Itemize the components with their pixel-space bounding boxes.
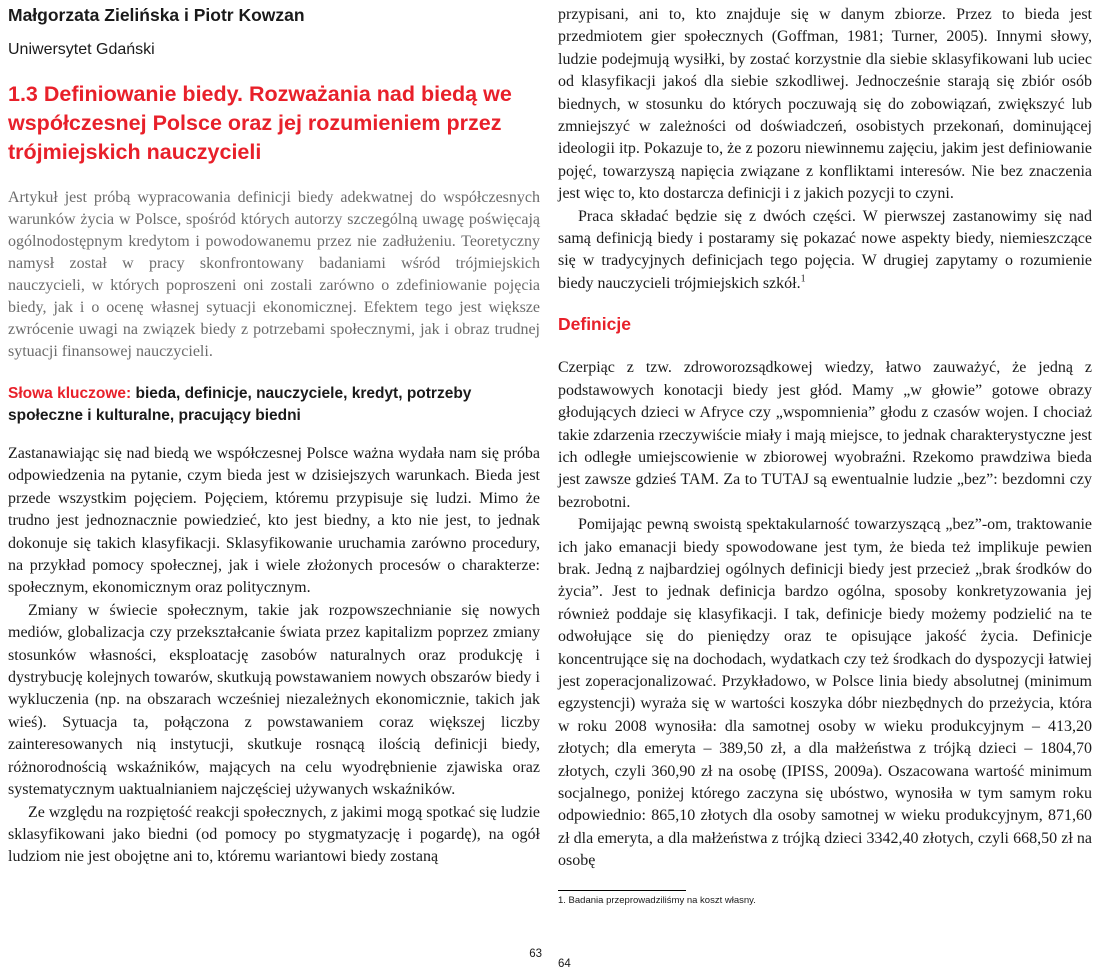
footnote-reference[interactable]: 1 xyxy=(800,273,806,285)
right-page xyxy=(550,0,1100,976)
footnote: 1. Badania przeprowadziliśmy na koszt własny. xyxy=(558,895,756,906)
keywords xyxy=(8,383,540,427)
body-paragraph-2: Zmiany w świecie społecznym, takie jak rozpowszechnianie się nowych mediów, globalizacja czy przekształcanie świata przez kapitalizm poprzez zmiany stosunków własności, eksploatację zasobów naturalnych oraz produkcję i dystrybucję kolejnych towarów, skutkują powstawaniem nowych obszarów biedy i wykluczenia (np. na obszarach wcześniej niezależnych ekonomicznie, takich jak wieś). Sytuacja ta, połączona z powstawaniem coraz większej liczby zainteresowanych nią instytucji, skutkuje rosnącą ilością definicji biedy, różnorodnością wskaźników, mających na celu wyodrębnienie zjawiska oraz systematycznym uaktualnianiem najczęściej używanych wskaźników. xyxy=(8,601,540,799)
section-heading-definicje: Definicje xyxy=(558,314,631,335)
body-paragraph-6: Czerpiąc z tzw. zdroworozsądkowej wiedzy, łatwo zauważyć, że jedną z podstawowych konotacji biedy jest głód. Mamy „w głowie” gotowe obrazy głodujących dzieci w Afryce czy „wspomnienia” głodu z czasów wojen. I chociaż takie zdarzenia rzeczywiście miały i mają miejsce, to jednak charakterystyczne jest ich odległe umiejscowienie w zbiorowej wyobraźni. Rzekomo prawdziwa bieda jest zawsze gdzieś TAM. Za to TUTAJ są ewentualnie ludzie „bez”: bezdomni czy bezrobotni. xyxy=(558,359,1092,511)
affiliation: Uniwersytet Gdański xyxy=(8,41,155,58)
page-number: 64 xyxy=(558,958,571,970)
footnote-divider xyxy=(558,890,686,891)
chapter-title: 1.3 Definiowanie biedy. Rozważania nad biedą we współczesnej Polsce oraz jej rozumieniem przez trójmiejskich nauczycieli xyxy=(8,82,512,164)
body-paragraph-4: przypisani, ani to, kto znajduje się w danym zbiorze. Przez to bieda jest przedmiotem gier społecznych (Goffman, 1981; Turner, 2005). Innymi słowy, ludzie podejmują wysiłki, by zostać korzystnie dla siebie sklasyfikowani lub uciec od klasyfikacji jakoś dla siebie szkodliwej. Jednocześnie starają się zbiór osób biednych, w stosunku do których poczuwają się do zobowiązań, zwiększyć lub zmniejszyć w zależności od doświadczeń, osobistych przekonań, dominującej ideologii itp. Pokazuje to, że z pozoru niewinnemu zajęciu, jakim jest definiowanie pojęć, towarzyszą napięcia związane z konfliktami interesów. Nie bez znaczenia jest więc to, kto dostarcza definicji i z jakich pozycji to czyni. xyxy=(558,6,1092,203)
body-paragraph-5 xyxy=(558,206,1092,296)
page-number: 63 xyxy=(529,948,542,960)
keywords-label: Słowa kluczowe: xyxy=(8,385,132,402)
abstract: Artykuł jest próbą wypracowania definicji biedy adekwatnej do współczesnych warunków życia w Polsce, spośród których autorzy szczególną uwagę poświęcają ogólnodostępnym kredytom i powodowanemu przez nie zadłużeniu. Teoretyczny namysł został w pracy skonfrontowany badaniami wśród trójmiejskich nauczycieli, w których poproszeni oni zostali zarówno o zdefiniowanie pojęcia biedy, jak i o ocenę własnej sytuacji ekonomicznej. Efektem tego jest większe zwrócenie uwagi na związek biedy z potrzebami społecznymi, jak i obraz trudnej sytuacji finansowej nauczycieli. xyxy=(8,189,540,360)
body-paragraph-7: Pomijając pewną swoistą spektakularność towarzyszącą „bez”-om, traktowanie ich jako emanacji biedy spowodowane jest tym, że bieda też implikuje pewien brak. Jedną z najbardziej ogólnych definicji biedy jest przecież „brak środków do życia”. Jest to jednak definicja bardzo ogólna, sposoby konkretyzowania jej również poddaje się klasyfikacji. I tak, definicje biedy możemy podzielić na te odwołujące się do pieniędzy oraz te opisujące jakość życia. Definicje koncentrujące się na dochodach, wydatkach czy też środkach do dyspozycji łatwiej jest zoperacjonalizować. Przykładowo, w Polsce linia biedy absolutnej (minimum egzystencji) wyraża się w wartości koszyka dóbr niezbędnych do przeżycia, która w roku 2008 wynosiła: dla samotnej osoby w wieku produkcyjnym – 413,20 złotych; dla emeryta – 389,50 zł, a dla małżeństwa z trójką dzieci – 1804,70 złotych, czyli 360,90 zł na osobę (IPISS, 2009a). Oszacowana wartość minimum socjalnego, poniżej którego zaczyna się ubóstwo, wynosiła w tym samym roku odpowiednio: 865,10 złotych dla osoby samotnej w wieku produkcyjnym, 871,60 zł dla emeryta, a dla małżeństwa z trójką dzieci 3342,40 złotych, czyli 668,50 zł na osobę xyxy=(558,516,1092,870)
author-names: Małgorzata Zielińska i Piotr Kowzan xyxy=(8,5,305,25)
body-paragraph-3: Ze względu na rozpiętość reakcji społecznych, z jakimi mogą spotkać się ludzie sklasyfikowani jako biedni (od pomocy po stygmatyzację i pogardę), na ogół ludziom nie jest obojętne ani to, któremu wariantowi biedy zostaną xyxy=(8,803,540,866)
body-paragraph-5-text: Praca składać będzie się z dwóch części. W pierwszej zastanowimy się nad samą definicją biedy i postaramy się pokazać nowe aspekty biedy, niemieszczące się w tradycyjnych definicjach tego pojęcia. W drugiej zapytamy o rozumienie biedy nauczycieli trójmiejskich szkół. xyxy=(558,207,1092,292)
keywords-text: bieda, definicje, nauczyciele, kredyt, potrzeby społeczne i kulturalne, pracujący biedni xyxy=(8,385,472,424)
body-paragraph-1: Zastanawiając się nad biedą we współczesnej Polsce ważna wydała nam się próba odpowiedzenia na pytanie, czym bieda jest w dzisiejszych warunkach. Bieda jest przede wszystkim pojęciem. Pojęciem, któremu przypisuje się ludzi. Mimo że trudno jest jednoznacznie powiedzieć, kto jest biedny, a kto nie jest, to jednak dokonuje się takich klasyfikacji. Sklasyfikowanie uruchamia zarówno procedury, na przykład pomocy społecznej, jak i wiele złożonych procesów o charakterze: społecznym, ekonomicznym oraz politycznym. xyxy=(8,445,540,597)
